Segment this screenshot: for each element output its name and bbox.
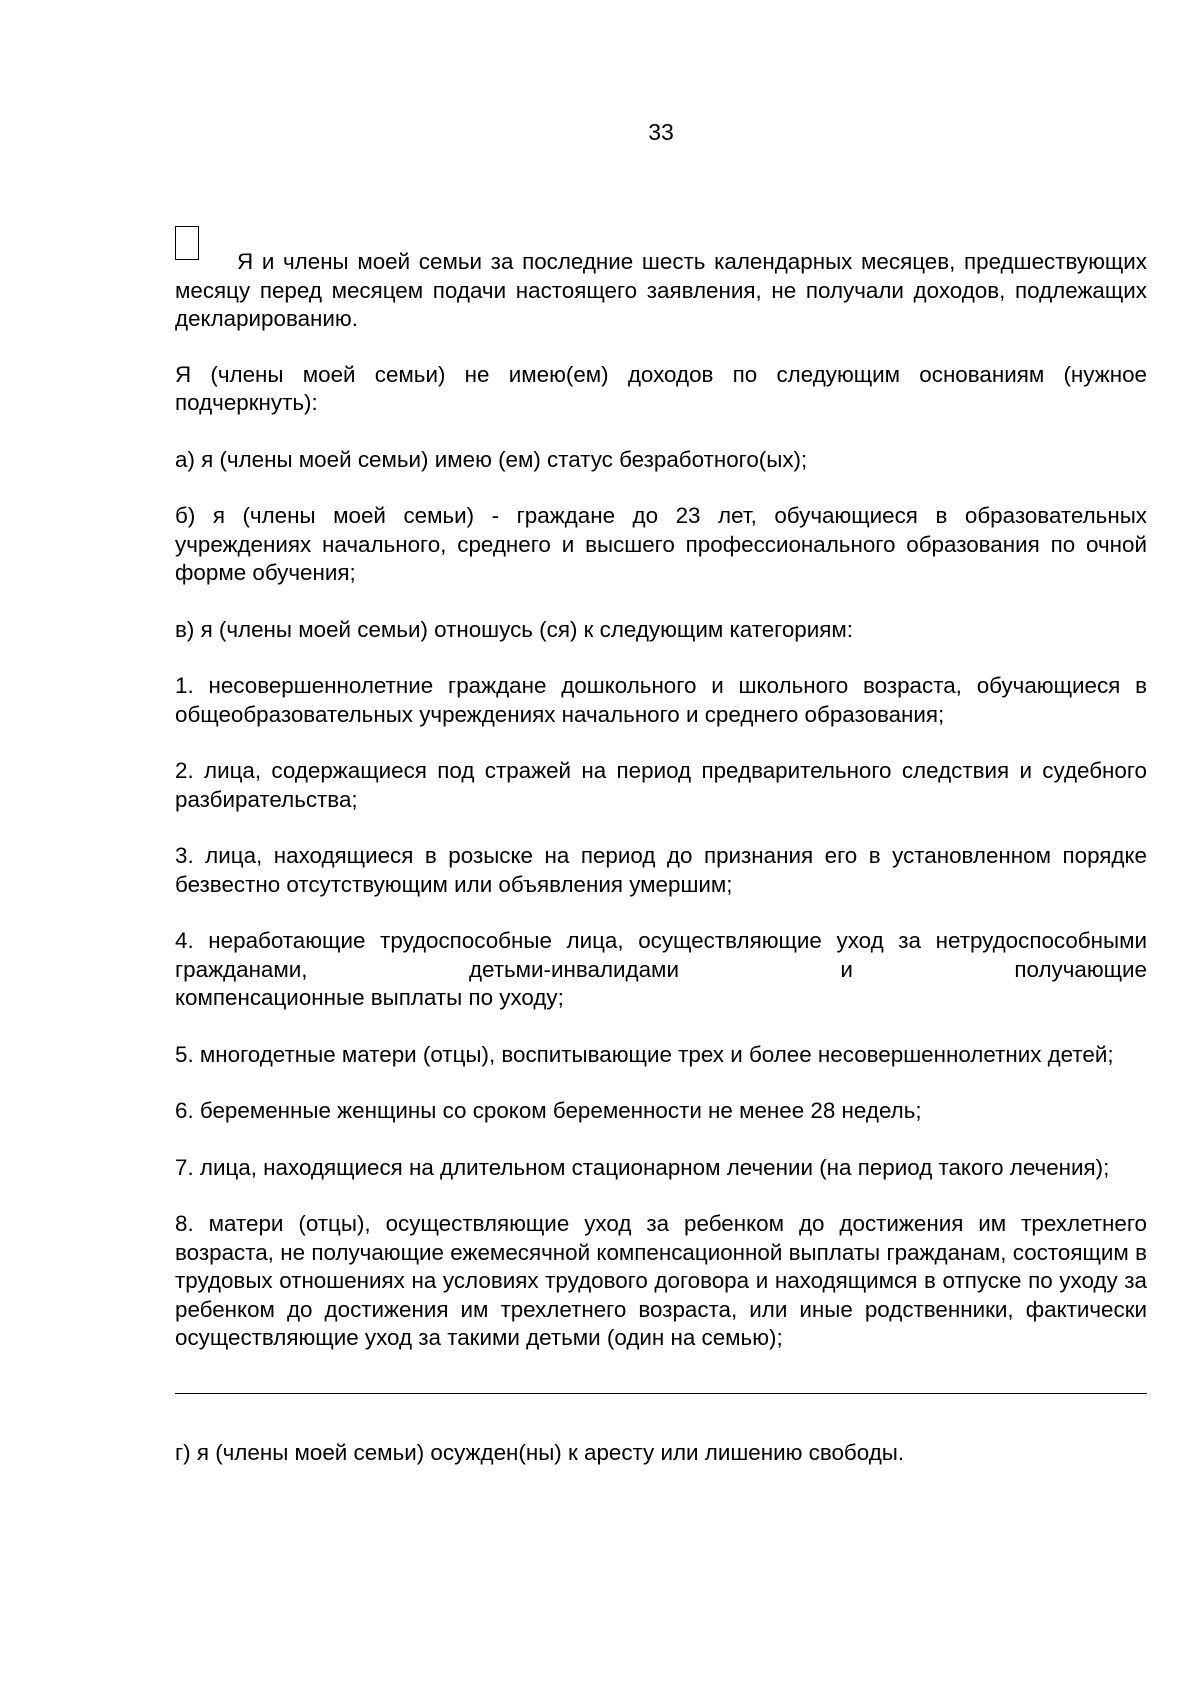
- category-item-4-text: 4. неработающие трудоспособные лица, осуществляющие уход за нетрудоспособными гражданами, детьми-инвалидами и получающие: [175, 928, 1147, 982]
- page-number: 33: [648, 119, 674, 145]
- option-v: в) я (члены моей семьи) отношусь (ся) к следующим категориям:: [175, 616, 853, 642]
- reasons-intro: Я (члены моей семьи) не имею(ем) доходов по следующим основаниям (нужное подчеркнуть):: [175, 361, 1147, 415]
- category-item: 5. многодетные матери (отцы), воспитывающие трех и более несовершеннолетних детей;: [175, 1041, 1114, 1067]
- option-g: г) я (члены моей семьи) осужден(ны) к аресту или лишению свободы.: [175, 1439, 905, 1465]
- category-item: 6. беременные женщины со сроком беременности не менее 28 недель;: [175, 1098, 922, 1123]
- no-income-statement: Я и члены моей семьи за последние шесть календарных месяцев, предшествующих месяцу перед месяцем подачи настоящего заявления, не получали доходов, подлежащих декларированию.: [175, 249, 1147, 331]
- no-income-checkbox[interactable]: [175, 226, 199, 260]
- fill-in-line[interactable]: [175, 1393, 1147, 1394]
- category-item: 3. лица, находящиеся в розыске на период до признания его в установленном порядке безвестно отсутствующим или объявления умершим;: [175, 843, 1147, 897]
- option-b: б) я (члены моей семьи) - граждане до 23 лет, обучающиеся в образовательных учреждениях начального, среднего и высшего профессионального образования по очной форме обучения;: [175, 503, 1147, 585]
- document-body: [175, 220, 1147, 1495]
- no-income-paragraph: [175, 220, 1147, 334]
- category-item: 7. лица, находящиеся на длительном стационарном лечении (на период такого лечения);: [175, 1154, 1110, 1180]
- category-item-4-continued: компенсационные выплаты по уходу;: [175, 985, 564, 1010]
- category-item: 2. лица, содержащиеся под стражей на период предварительного следствия и судебного разбирательства;: [175, 758, 1147, 812]
- category-item: 8. матери (отцы), осуществляющие уход за ребенком до достижения им трехлетнего возраста, не получающие ежемесячной компенсационной выплаты гражданам, состоящим в трудовых отношениях на условиях трудового договора и находящимся в отпуске по уходу за ребенком до достижения им трехлетнего возраста, или иные родственники, фактически осуществляющие уход за такими детьми (один на семью);: [175, 1211, 1147, 1350]
- category-item: [175, 927, 1147, 1013]
- category-item: 1. несовершеннолетние граждане дошкольного и школьного возраста, обучающиеся в общеобразовательных учреждениях начального и среднего образования;: [175, 673, 1147, 727]
- option-a: а) я (члены моей семьи) имею (ем) статус безработного(ых);: [175, 446, 808, 472]
